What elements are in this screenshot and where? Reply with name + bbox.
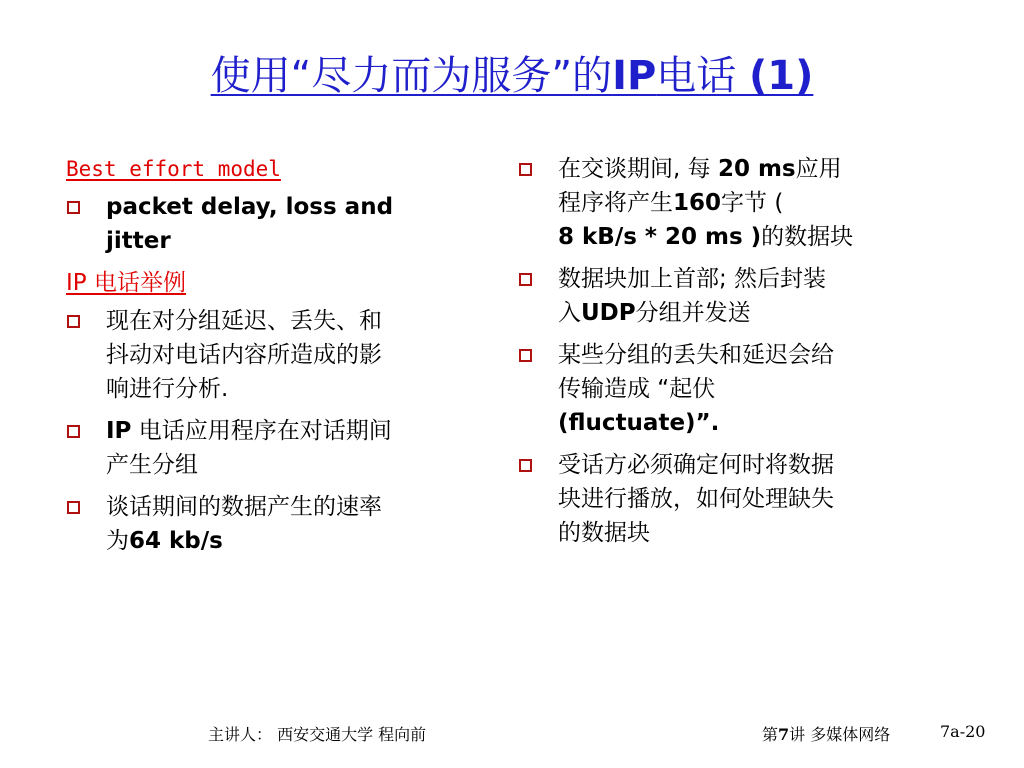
text-line: 响进行分析.: [106, 376, 229, 402]
text-span: 为: [106, 528, 129, 554]
text-line: [558, 152, 918, 186]
list-item: [518, 152, 918, 254]
text-line: [106, 414, 466, 448]
list-item: [518, 338, 918, 440]
udp-label: UDP: [581, 300, 636, 326]
list-best-effort: [66, 190, 466, 258]
text-line: 的数据块: [558, 520, 650, 546]
text-span: 字节 (: [721, 190, 784, 216]
bytes-value: 160: [673, 190, 722, 216]
text-line: [558, 220, 918, 254]
text-line: [558, 186, 918, 220]
text-line: packet delay, loss and: [106, 194, 394, 220]
text-line: 抖动对电话内容所造成的影: [106, 342, 382, 368]
title-prefix: 使用“尽力而为服务”的: [210, 53, 613, 99]
ip-label: IP: [106, 418, 132, 444]
text-line: 块进行播放，如何处理缺失: [558, 486, 834, 512]
left-column: [66, 152, 466, 566]
list-item: [66, 304, 466, 406]
interval-value: 20 ms: [717, 156, 796, 182]
text-span: 的数据块: [761, 224, 854, 250]
text-line: 现在对分组延迟、丢失、和: [106, 308, 382, 334]
list-item: [518, 448, 918, 550]
square-bullet-icon: [519, 459, 532, 472]
title-suffix: 电话: [656, 53, 749, 99]
text-line: jitter: [106, 228, 171, 254]
list-right: [518, 152, 918, 550]
list-item: [518, 262, 918, 330]
text-span: 第: [762, 725, 779, 744]
square-bullet-icon: [67, 315, 80, 328]
text-line: [106, 524, 466, 558]
title-ip: IP: [612, 53, 657, 99]
square-bullet-icon: [519, 163, 532, 176]
page-number: 7a-20: [940, 722, 986, 741]
square-bullet-icon: [67, 425, 80, 438]
slide-title: [0, 44, 1024, 101]
text-span: 分组并发送: [635, 300, 751, 326]
text-line: 谈话期间的数据产生的速率: [106, 494, 382, 520]
text-span: 入: [558, 300, 581, 326]
text-line: (fluctuate)”.: [558, 410, 720, 436]
rate-value: 64 kb/s: [129, 528, 223, 554]
footer-lecture: [762, 722, 890, 745]
square-bullet-icon: [67, 501, 80, 514]
text-line: 产生分组: [106, 452, 198, 478]
lecture-number: 7: [778, 725, 790, 744]
formula-text: 8 kB/s * 20 ms ): [558, 224, 762, 250]
text-line: 传输造成 “起伏: [558, 376, 716, 402]
text-line: 某些分组的丢失和延迟会给: [558, 342, 834, 368]
heading-ip-phone: IP 电话举例: [66, 270, 186, 296]
text-span: 电话应用程序在对话期间: [131, 418, 392, 444]
right-column: [518, 152, 918, 558]
list-item: [66, 490, 466, 558]
text-span: 在交谈期间, 每: [558, 156, 718, 182]
list-ip-phone: [66, 304, 466, 558]
square-bullet-icon: [67, 201, 80, 214]
title-number: (1): [748, 53, 814, 99]
square-bullet-icon: [519, 349, 532, 362]
square-bullet-icon: [519, 273, 532, 286]
text-span: 讲 多媒体网络: [789, 725, 891, 744]
text-span: 应用: [795, 156, 842, 182]
list-item: [66, 414, 466, 482]
text-line: 数据块加上首部; 然后封装: [558, 266, 827, 292]
heading-best-effort: Best effort model: [66, 157, 281, 181]
list-item: [66, 190, 466, 258]
text-line: [558, 296, 918, 330]
text-span: 程序将产生: [558, 190, 673, 216]
text-line: 受话方必须确定何时将数据: [558, 452, 834, 478]
footer-presenter: 主讲人： 西安交通大学 程向前: [208, 725, 427, 744]
